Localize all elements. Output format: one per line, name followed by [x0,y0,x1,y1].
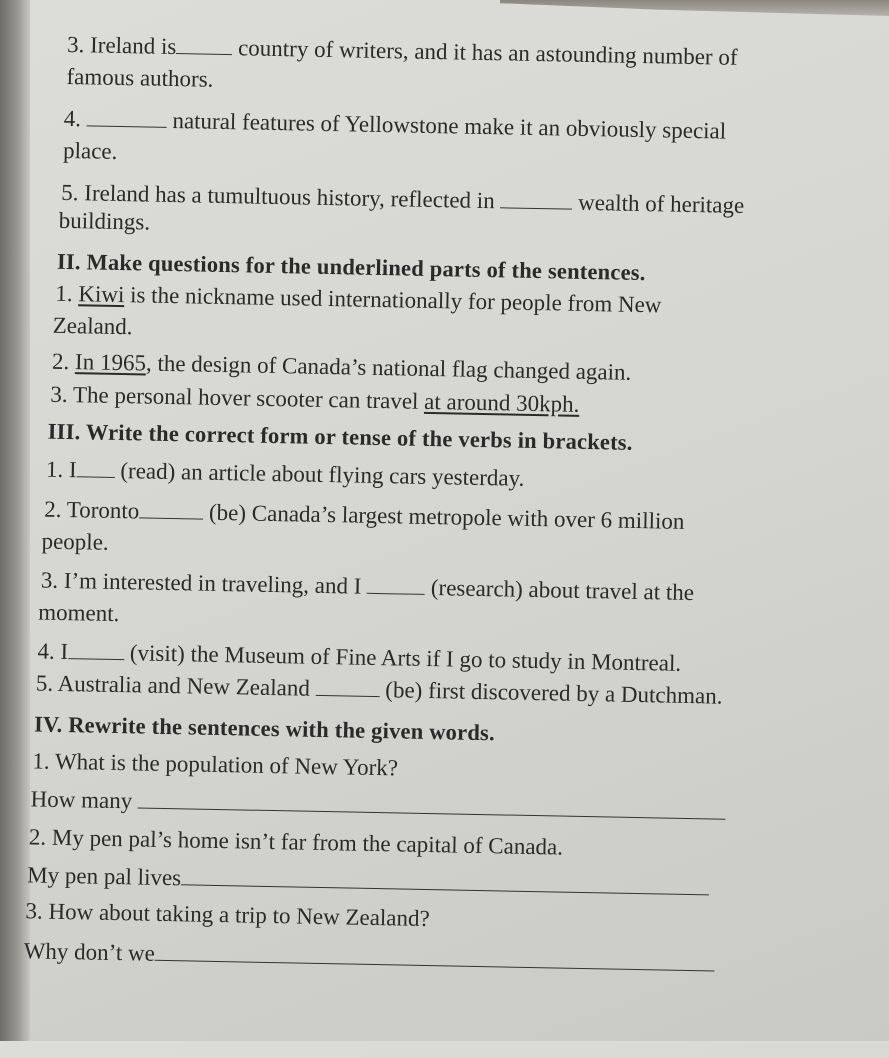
question-text: , the design of Canada’s national flag changed again. [145,350,632,385]
answer-blank[interactable] [176,53,232,55]
answer-blank[interactable] [87,125,167,128]
question-text: (be) Canada’s largest metropole with over 6 million [203,499,685,534]
question-iv-3: 3. How about taking a trip to New Zealand? [25,898,430,932]
answer-line[interactable] [138,807,726,819]
question-text: 2. Toronto [43,496,140,524]
question-ii-1-line2: Zealand. [52,312,133,340]
question-ii-2 [52,348,632,387]
underlined-part: In 1965 [74,349,147,376]
answer-blank[interactable] [139,517,203,519]
answer-blank[interactable] [315,695,379,697]
question-text: is the nickname used internationally for people from New [124,282,662,318]
question-text: wealth of heritage [572,189,745,218]
rewrite-line-2 [27,861,709,902]
question-text: (read) an article about flying cars yesterday. [114,457,525,491]
question-ii-3 [50,381,579,419]
rewrite-line-1 [30,785,726,826]
question-iii-2-line2: people. [41,528,109,555]
question-i-5-line2: buildings. [58,207,151,235]
question-text: (be) first discovered by a Dutchman. [379,677,723,709]
question-i-3-line2: famous authors. [66,63,214,92]
rewrite-prompt: Why don’t we [23,938,156,966]
rewrite-line-3 [23,937,715,978]
question-iv-2: 2. My pen pal’s home isn’t far from the capital of Canada. [28,824,564,860]
question-i-4-line2: place. [62,137,118,164]
answer-blank[interactable] [77,476,115,478]
question-text: 3. The personal hover scooter can travel [50,381,425,414]
question-iv-1: 1. What is the population of New York? [32,748,399,781]
question-text: 3. I’m interested in traveling, and I [40,567,368,599]
question-text: 4. I [37,638,69,665]
question-number: 4. [63,105,82,132]
rewrite-prompt: My pen pal lives [26,862,182,891]
question-text: 1. I [45,456,77,483]
question-text: (visit) the Museum of Fine Arts if I go to study in Montreal. [123,640,682,676]
answer-blank[interactable] [500,207,572,209]
question-text: 5. Australia and New Zealand [35,670,316,701]
question-iii-3-line2: moment. [38,599,120,627]
underlined-part: Kiwi [78,281,125,308]
section-iv-heading: IV. Rewrite the sentences with the given words. [33,711,496,746]
section-iii-heading: III. Write the correct form or tense of the verbs in brackets. [47,418,633,455]
question-number: 1. [55,280,79,307]
question-text: natural features of Yellowstone make it an obviously special [166,107,727,144]
question-i-5 [61,179,744,220]
question-ii-1 [55,280,662,320]
question-text: country of writers, and it has an astounding number of [232,35,738,70]
question-number: 2. [51,348,76,375]
answer-line[interactable] [181,884,709,895]
section-ii-heading: II. Make questions for the underlined parts of the sentences. [56,248,646,286]
question-i-4 [63,105,726,146]
question-text: 5. Ireland has a tumultuous history, reflected in [61,179,501,214]
question-iii-3 [41,567,695,608]
rewrite-prompt: How many [30,786,139,814]
underlined-part: at around 30kph. [423,388,580,417]
answer-blank[interactable] [367,593,425,595]
question-text: 3. Ireland is [66,31,177,60]
answer-blank[interactable] [68,658,124,660]
answer-line[interactable] [155,960,715,972]
question-iii-2 [44,496,685,536]
question-text: (research) about travel at the [424,574,695,606]
question-iii-1 [46,456,525,493]
